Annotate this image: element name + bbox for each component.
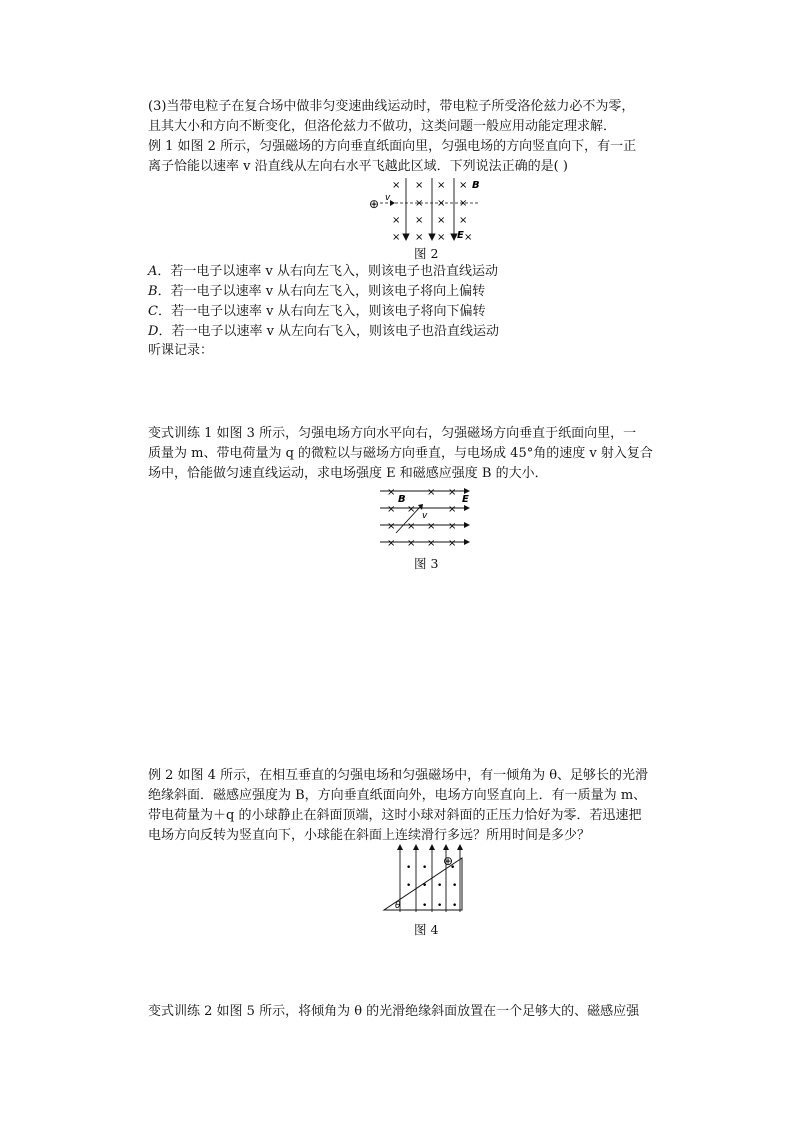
svg-text:•: • xyxy=(452,901,458,911)
svg-text:×: × xyxy=(437,232,446,243)
svg-text:•: • xyxy=(422,863,428,873)
figure-2-label-b: B xyxy=(472,180,480,191)
svg-text:•: • xyxy=(422,881,428,891)
example-2-line-1: 例 2 如图 4 所示，在相互垂直的匀强电场和匀强磁场中，有一倾角为 θ、足够长的光滑 xyxy=(148,768,649,783)
example-2-line-3: 带电荷量为＋q 的小球静止在斜面顶端，这时小球对斜面的正压力恰好为零．若迅速把 xyxy=(148,808,642,823)
svg-text:×: × xyxy=(392,215,401,226)
variant-2-line-1: 变式训练 2 如图 5 所示，将倾角为 θ 的光滑绝缘斜面放置在一个足够大的、磁感应强 xyxy=(148,1004,640,1019)
svg-text:×: × xyxy=(437,180,446,191)
svg-text:•: • xyxy=(452,881,458,891)
notes-label: 听课记录： xyxy=(148,343,214,358)
figure-2-field-lines xyxy=(403,178,457,240)
svg-text:•: • xyxy=(422,901,428,911)
svg-text:×: × xyxy=(407,538,416,549)
svg-text:•: • xyxy=(406,881,412,891)
paragraph-3-line-2: 且其大小和方向不断变化，但洛伦兹力不做功，这类问题一般应用动能定理求解． xyxy=(148,119,617,134)
svg-text:•: • xyxy=(437,901,443,911)
svg-text:×: × xyxy=(448,538,457,549)
figure-4-caption: 图 4 xyxy=(414,922,439,937)
variant-1-line-1: 变式训练 1 如图 3 所示，匀强电场方向水平向右，匀强磁场方向垂直于纸面向里，一 xyxy=(148,426,637,441)
figure-3-label-e: E xyxy=(462,494,469,505)
figure-2-caption: 图 2 xyxy=(414,246,439,261)
example-1-line-2: 离子恰能以速率 v 沿直线从左向右水平飞越此区域．下列说法正确的是( ) xyxy=(148,159,568,174)
svg-text:×: × xyxy=(427,487,436,498)
svg-text:×: × xyxy=(407,504,416,515)
svg-text:×: × xyxy=(459,215,468,226)
svg-text:×: × xyxy=(427,538,436,549)
svg-text:×: × xyxy=(459,180,468,191)
svg-text:×: × xyxy=(407,521,416,532)
figure-4-diagram xyxy=(382,842,466,914)
svg-text:×: × xyxy=(415,215,424,226)
paragraph-3-line-1: (3)当带电粒子在复合场中做非匀变速曲线运动时，带电粒子所受洛伦兹力必不为零， xyxy=(148,99,635,114)
svg-text:×: × xyxy=(387,487,396,498)
example-2-line-4: 电场方向反转为竖直向下，小球能在斜面上连续滑行多远？所用时间是多少？ xyxy=(148,828,591,843)
option-c: C．若一电子以速率 v 从右向左飞入，则该电子将向下偏转 xyxy=(148,304,486,319)
variant-1-line-2: 质量为 m、带电荷量为 q 的微粒以与磁场方向垂直，与电场成 45°角的速度 v 射入复合 xyxy=(148,446,653,461)
svg-text:×: × xyxy=(415,180,424,191)
svg-text:×: × xyxy=(459,198,468,209)
figure-4-charge: ⊕ xyxy=(443,854,454,868)
figure-4-label-theta: θ xyxy=(395,901,401,911)
option-b: B．若一电子以速率 v 从右向左飞入，则该电子将向上偏转 xyxy=(148,284,486,299)
svg-text:×: × xyxy=(437,198,446,209)
svg-text:×: × xyxy=(392,232,401,243)
example-1-line-1: 例 1 如图 2 所示，匀强磁场的方向垂直纸面向里，匀强电场的方向竖直向下，有一正 xyxy=(148,139,637,154)
option-a: A．若一电子以速率 v 从右向左飞入，则该电子也沿直线运动 xyxy=(148,264,498,279)
figure-2-label-v: v xyxy=(385,193,391,203)
svg-text:×: × xyxy=(448,487,457,498)
figure-2-ion: ⊕ xyxy=(369,197,380,211)
svg-text:×: × xyxy=(448,521,457,532)
option-d: D．若一电子以速率 v 从左向右飞入，则该电子也沿直线运动 xyxy=(148,324,500,339)
svg-text:•: • xyxy=(450,863,456,873)
svg-text:×: × xyxy=(415,232,424,243)
figure-3-caption: 图 3 xyxy=(414,556,439,571)
figure-3-diagram xyxy=(378,485,474,553)
figure-2-label-e: E xyxy=(457,230,464,241)
svg-text:×: × xyxy=(415,198,424,209)
svg-text:×: × xyxy=(387,504,396,515)
svg-text:×: × xyxy=(427,521,436,532)
svg-text:×: × xyxy=(387,521,396,532)
svg-text:×: × xyxy=(464,232,473,243)
svg-text:•: • xyxy=(406,863,412,873)
figure-3-label-b: B xyxy=(398,494,406,505)
svg-text:×: × xyxy=(387,538,396,549)
svg-text:×: × xyxy=(448,504,457,515)
figure-2-diagram xyxy=(366,176,486,244)
svg-text:•: • xyxy=(437,881,443,891)
figure-3-label-v: v xyxy=(422,511,428,521)
svg-text:×: × xyxy=(392,180,401,191)
svg-text:×: × xyxy=(437,215,446,226)
example-2-line-2: 绝缘斜面．磁感应强度为 B，方向垂直纸面向外，电场方向竖直向上．有一质量为 m、 xyxy=(148,788,647,803)
variant-1-line-3: 场中，恰能做匀速直线运动，求电场强度 E 和磁感应强度 B 的大小． xyxy=(148,466,548,481)
